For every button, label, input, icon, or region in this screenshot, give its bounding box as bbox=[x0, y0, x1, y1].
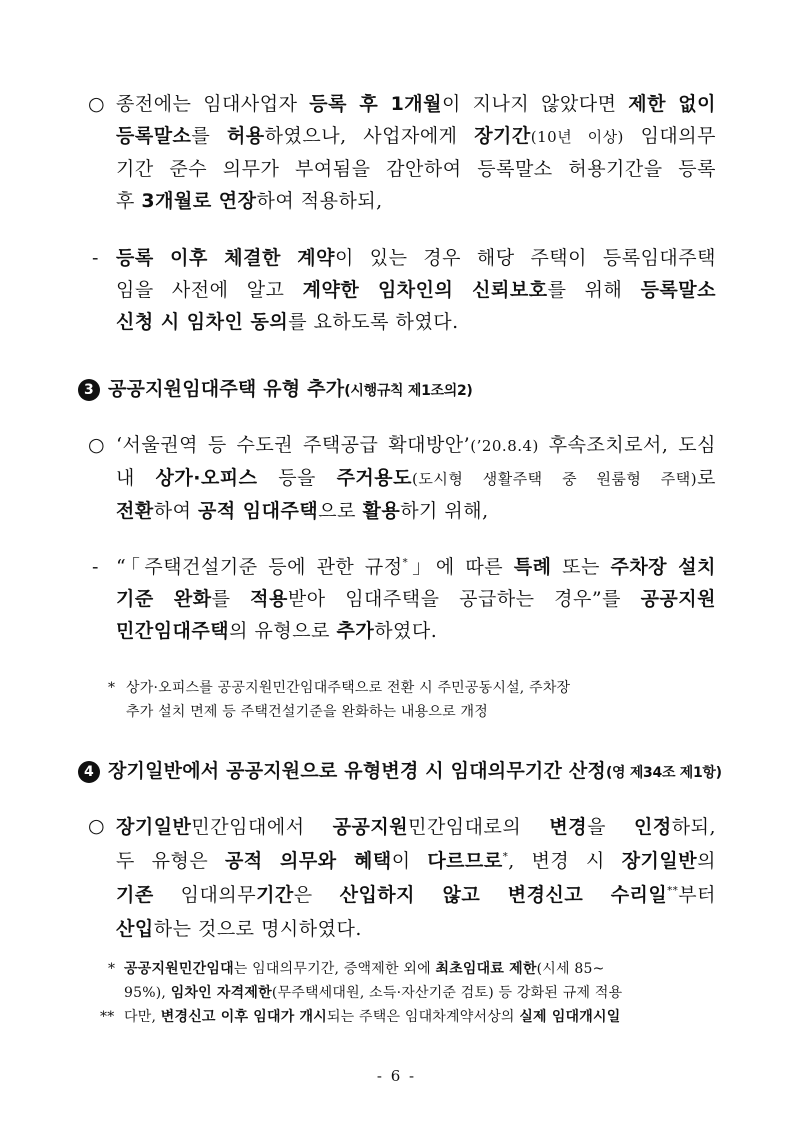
footnote-line: 95%), 임차인 자격제한(무주택세대원, 소득·자산기준 검토) 등 강화된 규제 적용 bbox=[124, 985, 623, 1001]
paragraph-type-addition bbox=[116, 551, 716, 647]
footnote-text bbox=[126, 676, 570, 724]
text-line: 산입하는 것으로 명시하였다. bbox=[116, 918, 362, 940]
text-line: 민간임대주택의 유형으로 추가하였다. bbox=[116, 620, 438, 642]
paragraph-office-conversion bbox=[116, 429, 716, 527]
section-heading-type-change bbox=[78, 756, 722, 783]
text-line: 신청 시 임차인 동의를 요하도록 하였다. bbox=[116, 311, 459, 333]
paragraph-tenant-consent bbox=[116, 242, 716, 338]
footnote-line: 다만, 변경신고 이후 임대가 개시되는 주택은 임대차계약서상의 실제 임대개시일 bbox=[124, 1009, 621, 1025]
bullet-dash: - bbox=[92, 247, 99, 269]
text-line: 임을 사전에 알고 계약한 임차인의 신뢰보호를 위해 등록말소 bbox=[116, 279, 716, 301]
footnote-text bbox=[124, 1005, 620, 1029]
text-line: 두 유형은 공적 의무와 혜택이 다르므로*, 변경 시 장기일반의 bbox=[116, 850, 716, 872]
text-line: 등록말소를 허용하였으나, 사업자에게 장기간(10년 이상) 임대의무 bbox=[116, 125, 716, 147]
heading-reference: (시행규칙 제1조의2) bbox=[344, 383, 473, 399]
bullet-dash: - bbox=[92, 556, 99, 578]
bullet-circle: ○ bbox=[88, 815, 105, 837]
paragraph-registration-cancel bbox=[116, 88, 716, 217]
footnote-text bbox=[124, 957, 622, 1005]
text-line: ‘서울권역 등 수도권 주택공급 확대방안’(’20.8.4) 후속조치로서, 도심 bbox=[116, 434, 717, 456]
text-line: 내 상가·오피스 등을 주거용도(도시형 생활주택 중 원룸형 주택)로 bbox=[116, 467, 716, 489]
footnote-mark: * bbox=[108, 680, 116, 696]
footnote-line: 추가 설치 면제 등 주택건설기준을 완화하는 내용으로 개정 bbox=[126, 704, 488, 720]
footnote-line: 공공지원민간임대는 임대의무기간, 증액제한 외에 최초임대료 제한(시세 85~ bbox=[124, 961, 605, 977]
text-line: 전환하여 공적 임대주택으로 활용하기 위해, bbox=[116, 500, 489, 522]
text-line: “「주택건설기준 등에 관한 규정*」에 따른 특례 또는 주차장 설치 bbox=[116, 556, 716, 578]
page-number: - 6 - bbox=[376, 1067, 417, 1085]
text-line: 기간 준수 의무가 부여됨을 감안하여 등록말소 허용기간을 등록 bbox=[116, 158, 716, 180]
bullet-circle: ○ bbox=[88, 93, 105, 115]
footnote-line: 상가·오피스를 공공지원민간임대주택으로 전환 시 주민공동시설, 주차장 bbox=[126, 680, 571, 696]
text-line: 후 3개월로 연장하여 적용하되, bbox=[116, 190, 383, 212]
paragraph-obligation-period bbox=[116, 810, 716, 946]
heading-title: 공공지원임대주택 유형 추가 bbox=[108, 378, 345, 400]
section-number-badge: 3 bbox=[78, 379, 100, 401]
text-line: 장기일반민간임대에서 공공지원민간임대로의 변경을 인정하되, bbox=[116, 816, 716, 838]
heading-reference: (영 제34조 제1항) bbox=[605, 765, 722, 781]
footnote-mark: ** bbox=[100, 1009, 115, 1025]
section-number-badge: 4 bbox=[78, 761, 100, 783]
text-line: 기준 완화를 적용받아 임대주택을 공급하는 경우”를 공공지원 bbox=[116, 588, 716, 610]
text-line: 기존 임대의무기간은 산입하지 않고 변경신고 수리일**부터 bbox=[116, 884, 716, 906]
heading-title: 장기일반에서 공공지원으로 유형변경 시 임대의무기간 산정 bbox=[108, 760, 606, 782]
text-line: 종전에는 임대사업자 등록 후 1개월이 지나지 않았다면 제한 없이 bbox=[116, 93, 717, 115]
section-heading-public-support-type bbox=[78, 374, 473, 401]
text-line: 등록 이후 체결한 계약이 있는 경우 해당 주택이 등록임대주택 bbox=[116, 247, 716, 269]
footnote-mark: * bbox=[108, 961, 116, 977]
bullet-circle: ○ bbox=[88, 434, 105, 456]
